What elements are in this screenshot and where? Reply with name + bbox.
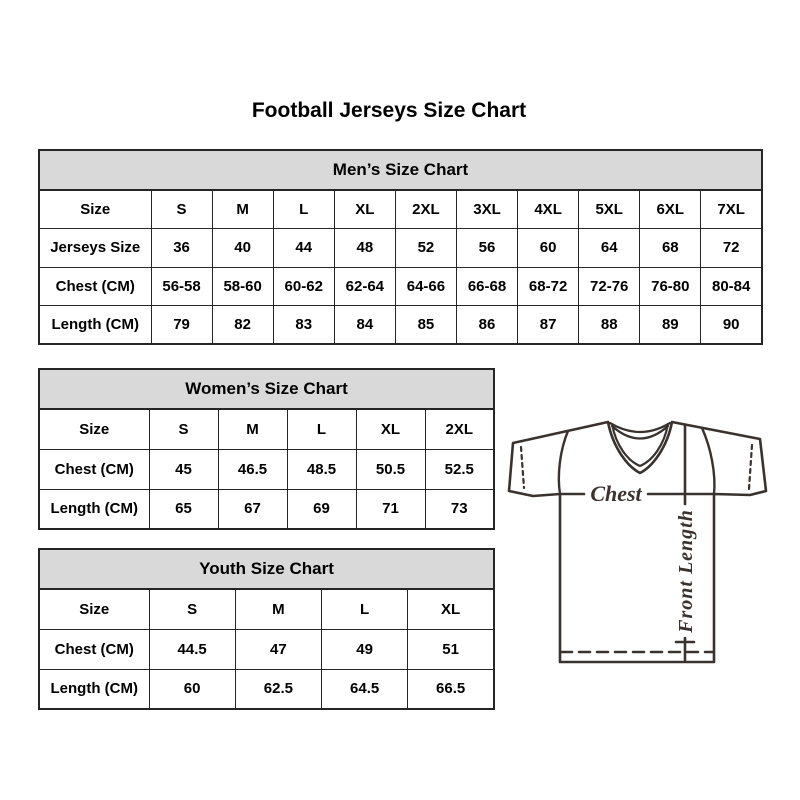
size-cell: 40: [212, 229, 273, 268]
size-cell: 90: [701, 306, 762, 345]
size-cell: 64-66: [395, 267, 456, 306]
size-cell: 73: [425, 489, 494, 529]
size-cell: 89: [640, 306, 701, 345]
table-row: [39, 449, 494, 489]
size-cell: L: [273, 190, 334, 229]
row-label: Size: [39, 190, 151, 229]
size-cell: M: [218, 409, 287, 449]
size-cell: M: [212, 190, 273, 229]
table-row: [39, 190, 762, 229]
size-cell: 49: [322, 629, 408, 669]
size-cell: 68: [640, 229, 701, 268]
size-cell: 62-64: [334, 267, 395, 306]
mens-chart-title: Men’s Size Chart: [39, 150, 762, 190]
womens-size-table: [38, 368, 495, 530]
front-length-label: Front Length: [675, 509, 697, 633]
size-cell: 52.5: [425, 449, 494, 489]
size-cell: 66-68: [456, 267, 517, 306]
size-cell: 88: [579, 306, 640, 345]
jersey-measurement-diagram: [500, 400, 780, 690]
row-label: Size: [39, 589, 149, 629]
size-cell: 4XL: [518, 190, 579, 229]
size-cell: 65: [149, 489, 218, 529]
size-cell: 3XL: [456, 190, 517, 229]
size-cell: S: [151, 190, 212, 229]
size-cell: 46.5: [218, 449, 287, 489]
size-cell: 56-58: [151, 267, 212, 306]
size-cell: 36: [151, 229, 212, 268]
row-label: Chest (CM): [39, 449, 149, 489]
row-label: Length (CM): [39, 669, 149, 709]
size-cell: 51: [408, 629, 494, 669]
table-row: [39, 229, 762, 268]
size-cell: 72: [701, 229, 762, 268]
row-label: Chest (CM): [39, 267, 151, 306]
size-cell: 48: [334, 229, 395, 268]
table-row: [39, 589, 494, 629]
size-cell: 80-84: [701, 267, 762, 306]
size-cell: 2XL: [425, 409, 494, 449]
row-label: Size: [39, 409, 149, 449]
size-cell: 82: [212, 306, 273, 345]
table-row: [39, 409, 494, 449]
size-cell: 52: [395, 229, 456, 268]
size-cell: 83: [273, 306, 334, 345]
size-cell: L: [322, 589, 408, 629]
size-cell: XL: [334, 190, 395, 229]
page-title: Football Jerseys Size Chart: [251, 99, 527, 122]
size-cell: 60: [518, 229, 579, 268]
size-cell: 60-62: [273, 267, 334, 306]
table-row: [39, 629, 494, 669]
size-cell: 45: [149, 449, 218, 489]
size-cell: 44.5: [149, 629, 235, 669]
size-cell: 44: [273, 229, 334, 268]
youth-size-table: [38, 548, 495, 710]
size-cell: 62.5: [235, 669, 321, 709]
size-cell: 86: [456, 306, 517, 345]
size-cell: 87: [518, 306, 579, 345]
jersey-diagram-svg: [500, 400, 780, 690]
size-cell: 2XL: [395, 190, 456, 229]
size-cell: 58-60: [212, 267, 273, 306]
size-cell: 56: [456, 229, 517, 268]
mens-size-table: [38, 149, 763, 345]
size-cell: 66.5: [408, 669, 494, 709]
size-cell: 50.5: [356, 449, 425, 489]
size-cell: 64.5: [322, 669, 408, 709]
youth-chart-title: Youth Size Chart: [39, 549, 494, 589]
size-cell: 67: [218, 489, 287, 529]
size-cell: 60: [149, 669, 235, 709]
table-row: [39, 306, 762, 345]
size-cell: 7XL: [701, 190, 762, 229]
size-cell: 68-72: [518, 267, 579, 306]
size-cell: L: [287, 409, 356, 449]
size-cell: 69: [287, 489, 356, 529]
size-cell: 47: [235, 629, 321, 669]
size-cell: 84: [334, 306, 395, 345]
table-header-row: [39, 549, 494, 589]
jersey-body-outline: [509, 422, 766, 662]
size-cell: 85: [395, 306, 456, 345]
womens-chart-title: Women’s Size Chart: [39, 369, 494, 409]
row-label: Length (CM): [39, 306, 151, 345]
table-header-row: [39, 150, 762, 190]
table-row: [39, 669, 494, 709]
size-cell: 76-80: [640, 267, 701, 306]
table-header-row: [39, 369, 494, 409]
row-label: Jerseys Size: [39, 229, 151, 268]
row-label: Chest (CM): [39, 629, 149, 669]
size-cell: 71: [356, 489, 425, 529]
table-row: [39, 489, 494, 529]
table-row: [39, 267, 762, 306]
size-cell: S: [149, 409, 218, 449]
size-cell: 6XL: [640, 190, 701, 229]
size-cell: M: [235, 589, 321, 629]
size-cell: 64: [579, 229, 640, 268]
row-label: Length (CM): [39, 489, 149, 529]
size-cell: S: [149, 589, 235, 629]
chest-label: Chest: [590, 481, 642, 506]
size-cell: XL: [408, 589, 494, 629]
size-cell: 48.5: [287, 449, 356, 489]
size-cell: 72-76: [579, 267, 640, 306]
size-cell: 5XL: [579, 190, 640, 229]
size-cell: 79: [151, 306, 212, 345]
size-cell: XL: [356, 409, 425, 449]
